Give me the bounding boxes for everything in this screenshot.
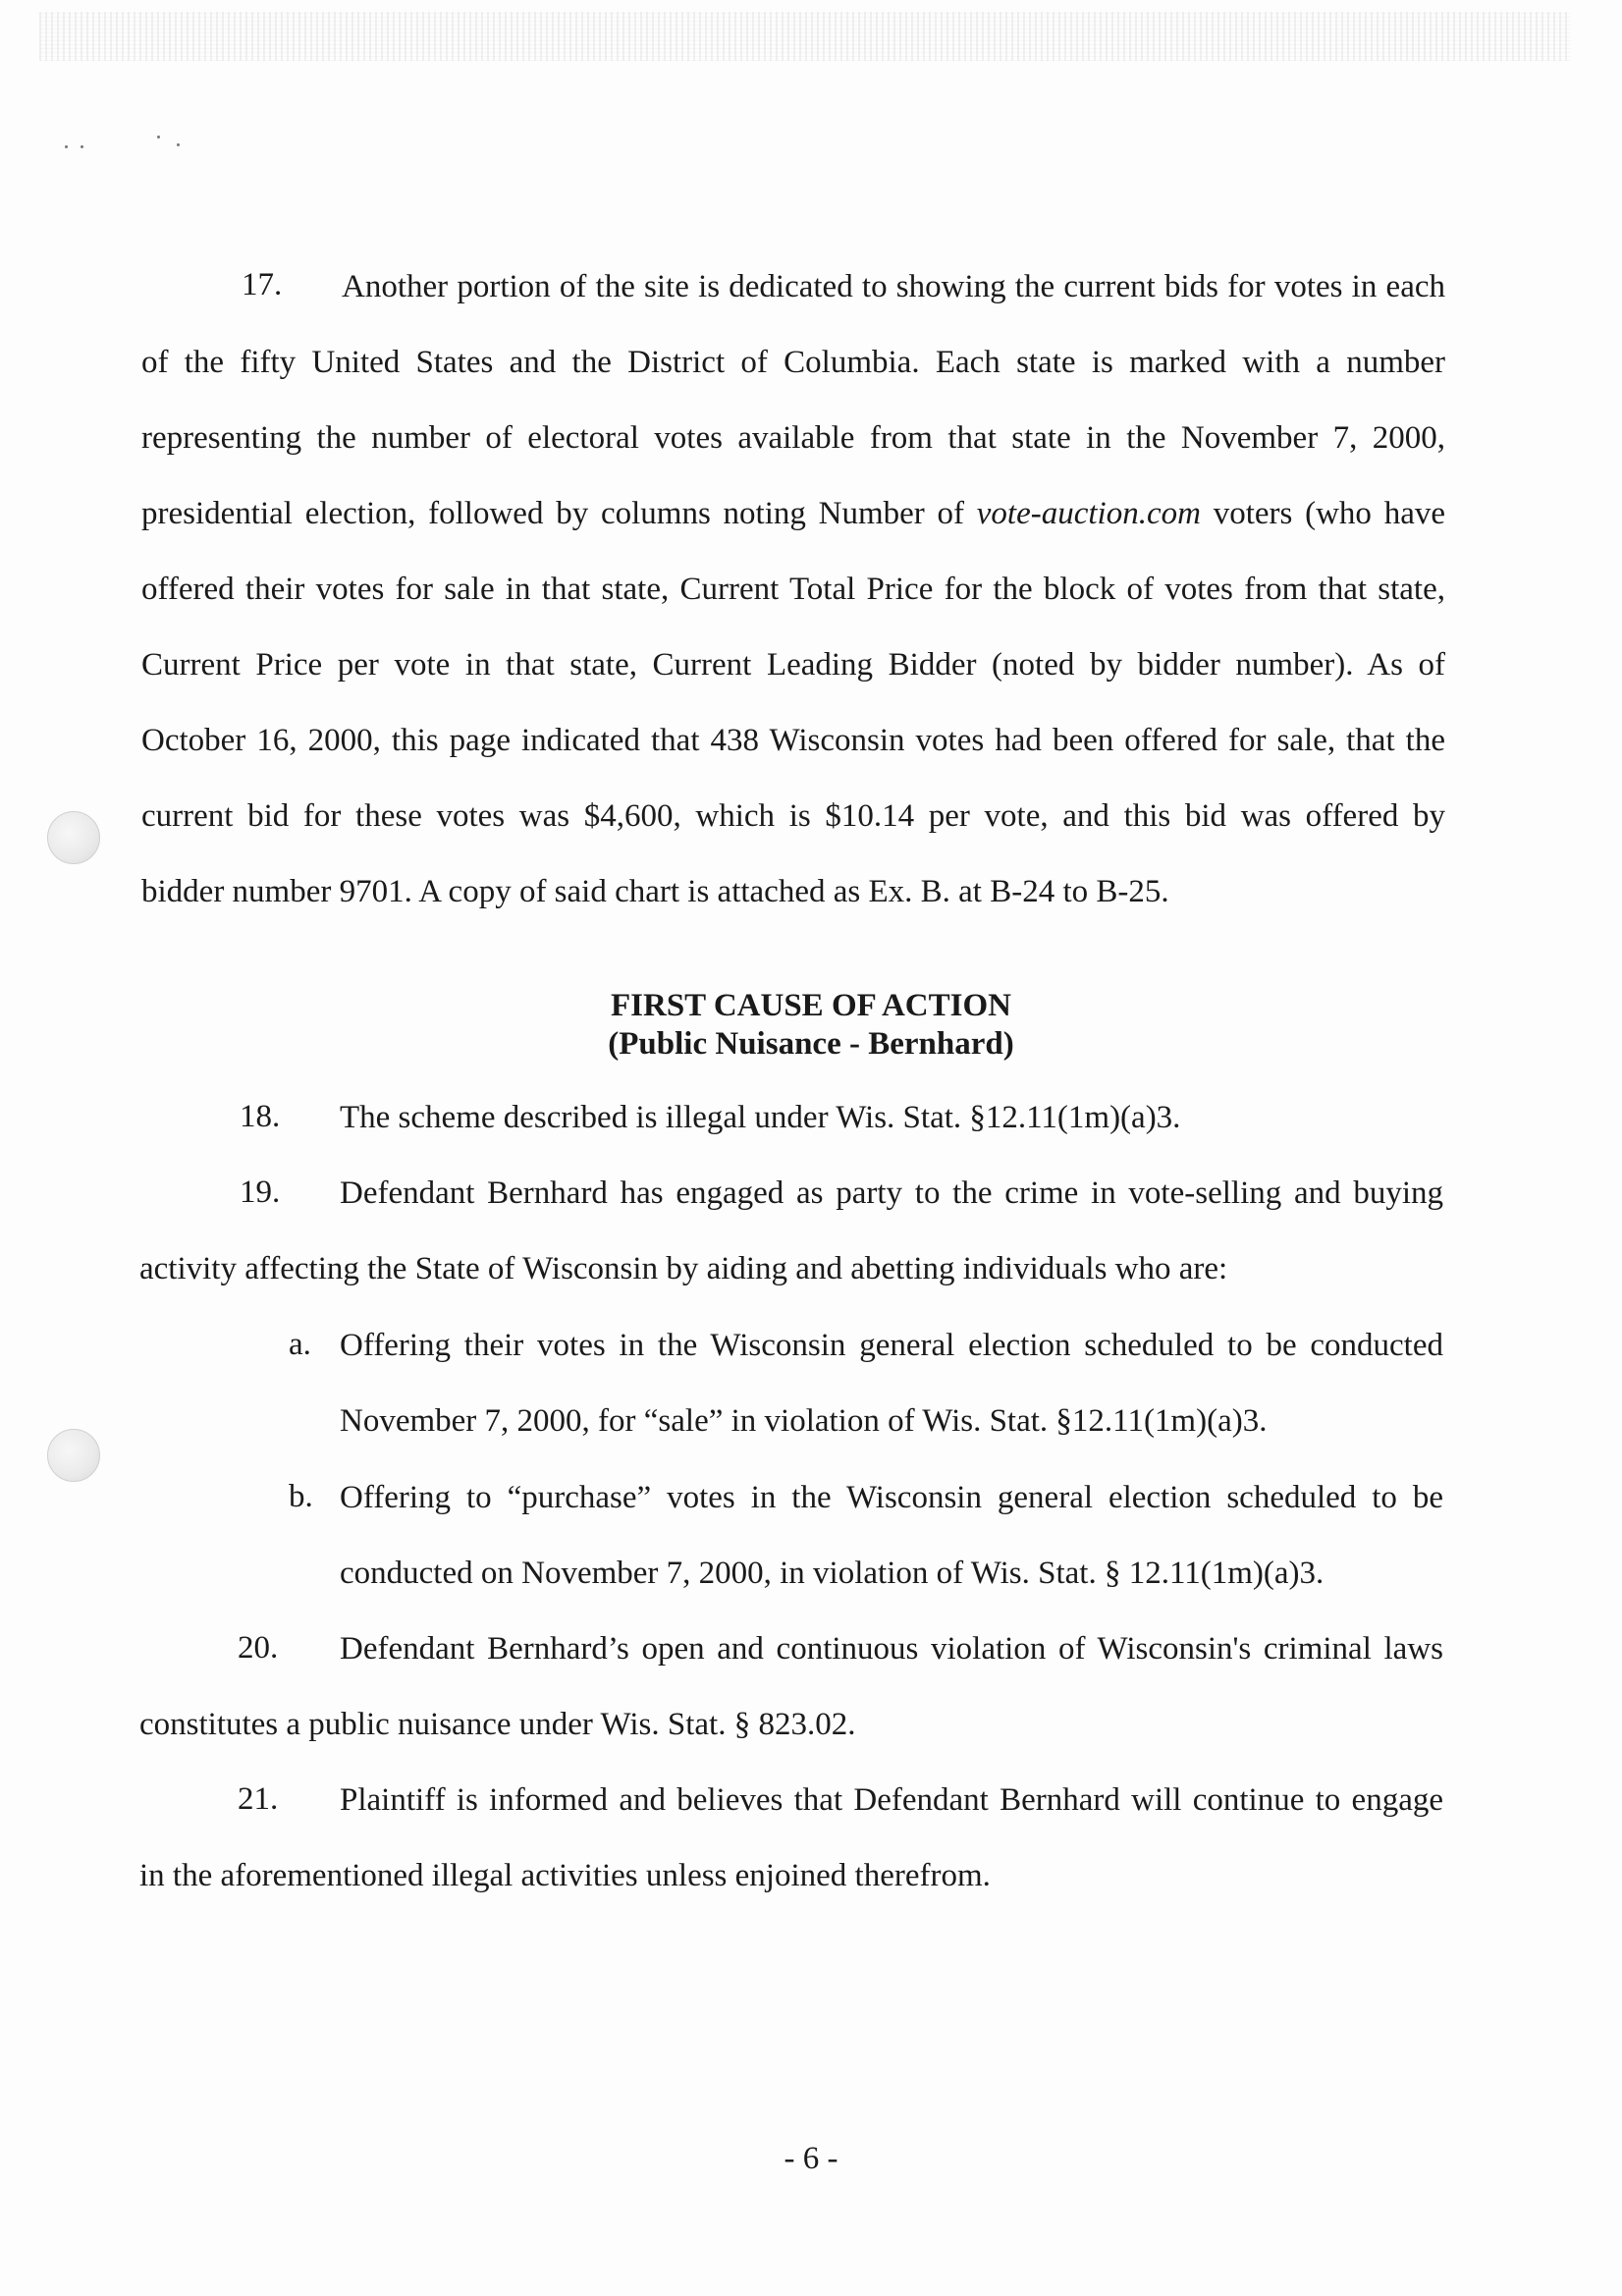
paragraph-19-line: Defendant Bernhard has engaged as party to the crime in vote-selling and buying bbox=[340, 1175, 1443, 1211]
paragraph-number-19: 19. bbox=[240, 1175, 281, 1210]
paragraph-17-text: presidential election, followed by columns noting Number of bbox=[141, 496, 977, 531]
item-label-a: a. bbox=[289, 1327, 311, 1362]
paragraph-21-line: in the aforementioned illegal activities unless enjoined therefrom. bbox=[139, 1858, 991, 1893]
paragraph-19-line: activity affecting the State of Wisconsin by aiding and abetting individuals who are: bbox=[139, 1251, 1228, 1286]
item-label-b: b. bbox=[289, 1479, 313, 1514]
site-name: vote-auction.com bbox=[976, 496, 1201, 531]
punch-hole bbox=[47, 811, 100, 864]
paragraph-18-text: The scheme described is illegal under Wis. Stat. §12.11(1m)(a)3. bbox=[340, 1100, 1181, 1135]
item-a-line: Offering their votes in the Wisconsin general election scheduled to be conducted bbox=[340, 1328, 1443, 1363]
paragraph-20-line: Defendant Bernhard’s open and continuous violation of Wisconsin's criminal laws bbox=[340, 1631, 1443, 1667]
paragraph-17-line: Another portion of the site is dedicated to showing the current bids for votes in each bbox=[342, 269, 1445, 304]
paragraph-number-18: 18. bbox=[240, 1099, 281, 1134]
scan-speck bbox=[177, 143, 180, 146]
paragraph-17-line: October 16, 2000, this page indicated that 438 Wisconsin votes had been offered for sale, that the bbox=[141, 723, 1445, 758]
punch-hole bbox=[47, 1429, 100, 1482]
scan-speck bbox=[81, 145, 83, 148]
paragraph-17-line: bidder number 9701. A copy of said chart is attached as Ex. B. at B-24 to B-25. bbox=[141, 874, 1169, 909]
section-subheading: (Public Nuisance - Bernhard) bbox=[608, 1026, 1014, 1062]
paragraph-number-21: 21. bbox=[238, 1781, 279, 1817]
paragraph-17-text: voters (who have bbox=[1200, 496, 1445, 531]
paragraph-17-line: Current Price per vote in that state, Current Leading Bidder (noted by bidder number). As of bbox=[141, 647, 1445, 683]
scan-speck bbox=[65, 145, 68, 148]
paragraph-number-20: 20. bbox=[238, 1630, 279, 1666]
paragraph-17-line: representing the number of electoral votes available from that state in the November 7, 2000, bbox=[141, 420, 1445, 456]
paragraph-17-line: current bid for these votes was $4,600, which is $10.14 per vote, and this bid was offered by bbox=[141, 798, 1445, 834]
paragraph-21-line: Plaintiff is informed and believes that Defendant Bernhard will continue to engage bbox=[340, 1782, 1443, 1818]
scan-artifact-top bbox=[39, 12, 1571, 61]
page-number: - 6 - bbox=[784, 2141, 838, 2176]
item-a-line: November 7, 2000, for “sale” in violation of Wis. Stat. §12.11(1m)(a)3. bbox=[340, 1403, 1268, 1439]
scan-speck bbox=[157, 136, 160, 138]
item-b-line: conducted on November 7, 2000, in violation of Wis. Stat. § 12.11(1m)(a)3. bbox=[340, 1556, 1325, 1591]
paragraph-17-line: offered their votes for sale in that state, Current Total Price for the block of votes from that state, bbox=[141, 572, 1445, 607]
paragraph-17-line: of the fifty United States and the District of Columbia. Each state is marked with a number bbox=[141, 345, 1445, 380]
section-heading: FIRST CAUSE OF ACTION bbox=[610, 988, 1011, 1023]
paragraph-17-line-with-site bbox=[141, 498, 1445, 530]
paragraph-number-17: 17. bbox=[242, 267, 283, 302]
paragraph-20-line: constitutes a public nuisance under Wis. Stat. § 823.02. bbox=[139, 1707, 856, 1742]
item-b-line: Offering to “purchase” votes in the Wisconsin general election scheduled to be bbox=[340, 1480, 1443, 1515]
